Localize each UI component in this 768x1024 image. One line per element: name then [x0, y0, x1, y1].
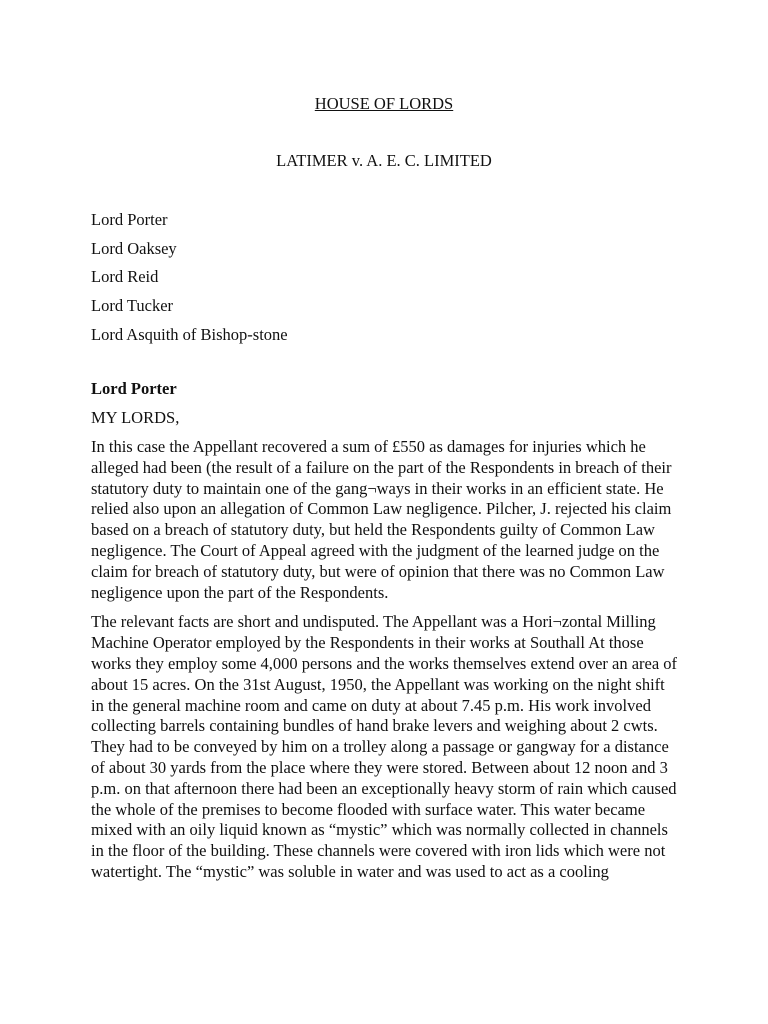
opinion-body — [91, 437, 679, 892]
judges-list — [91, 206, 288, 350]
judge-name: Lord Porter — [91, 210, 168, 229]
judge-name: Lord Oaksey — [91, 238, 177, 258]
court-title: HOUSE OF LORDS — [314, 94, 454, 113]
opinion-paragraph: In this case the Appellant recovered a sum of £550 as damages for injuries which he alleged had been (the result of a failure on the part of the Respondents in breach of their statutory duty to maintain one of the gang¬ways in their works in an efficient state. He relied also upon an allegation of Common Law negligence. Pilcher, J. rejected his claim based on a breach of statutory duty, but held the Respondents guilty of Common Law negligence. The Court of Appeal agreed with the judgment of the learned judge on the claim for breach of statutory duty, but were of opinion that there was no Common Law negligence upon the part of the Respondents. — [91, 437, 672, 602]
judge-name: Lord Tucker — [91, 296, 174, 316]
case-title: LATIMER v. A. E. C. LIMITED — [276, 151, 492, 170]
salutation: MY LORDS, — [91, 408, 180, 427]
opinion-paragraph: The relevant facts are short and undisputed. The Appellant was a Hori¬zontal Milling Machine Operator employed by the Respondents in their works at Southall At those works they employ some 4,000 persons and the works themselves extend over an area of about 15 acres. On the 31st August, 1950, the Appellant was working on the night shift in the general machine room and came on duty at about 7.45 p.m. His work involved collecting barrels containing bundles of hand brake levers and weighing about 2 cwts. They had to be conveyed by him on a trolley along a passage or gangway for a distance of about 30 yards from the place where they were stored. Between about 12 noon and 3 p.m. on that afternoon there had been an exceptionally heavy storm of rain which caused the whole of the premises to become flooded with surface water. This water became mixed with an oily liquid known as “mystic” which was normally collected in channels in the floor of the building. These channels were covered with iron lids which were not watertight. The “mystic” was soluble in water and was used to act as a cooling — [91, 612, 678, 881]
opinion-judge-heading: Lord Porter — [91, 379, 177, 398]
judge-name: Lord Asquith of Bishop-stone — [91, 324, 288, 344]
judge-name: Lord Reid — [91, 267, 159, 287]
